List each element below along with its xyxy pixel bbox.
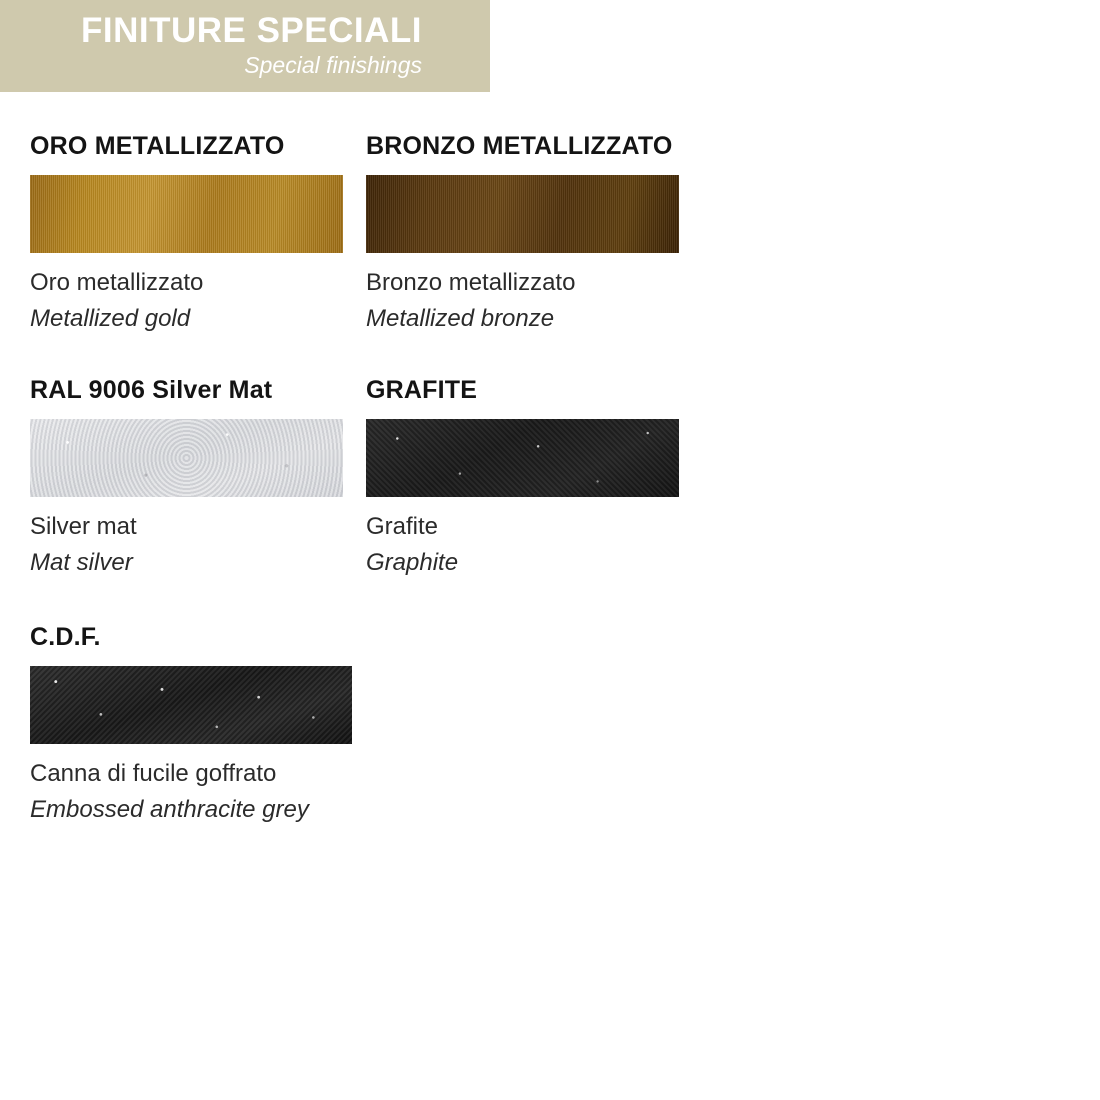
finish-heading: ORO METALLIZZATO [30,132,285,160]
swatch-cdf[interactable] [30,666,352,744]
finish-row-2 [0,376,1100,577]
page-banner [0,0,490,92]
finish-caption-it: Silver mat [30,513,137,540]
finish-caption-it: Canna di fucile goffrato [30,760,277,787]
swatch-grafite[interactable] [366,419,679,497]
finish-heading: BRONZO METALLIZZATO [366,132,673,160]
swatch-oro-metallizzato[interactable] [30,175,343,253]
finishes-grid [0,92,1100,824]
finish-caption-it: Bronzo metallizzato [366,269,576,296]
finish-caption-it: Oro metallizzato [30,269,204,296]
finish-row-1 [0,132,1100,333]
swatch-ral-9006-silver-mat[interactable] [30,419,343,497]
finish-caption-en: Embossed anthracite grey [30,796,309,823]
finish-row-3 [0,623,1100,824]
page-subtitle: Special finishings [244,52,422,79]
finish-caption-it: Grafite [366,513,439,540]
finish-card-bronzo-metallizzato[interactable] [366,132,766,333]
finish-caption-en: Metallized gold [30,305,191,332]
swatch-bronzo-metallizzato[interactable] [366,175,679,253]
finish-card-cdf[interactable] [0,623,366,824]
finish-caption-en: Mat silver [30,549,133,576]
finish-card-grafite[interactable] [366,376,766,577]
finish-heading: C.D.F. [30,623,101,651]
finish-card-oro-metallizzato[interactable] [0,132,366,333]
finish-heading: GRAFITE [366,376,478,404]
finish-heading: RAL 9006 Silver Mat [30,376,273,404]
page-title: FINITURE SPECIALI [80,11,422,51]
finish-card-ral-9006-silver-mat[interactable] [0,376,366,577]
finish-caption-en: Metallized bronze [366,305,555,332]
finish-caption-en: Graphite [366,549,459,576]
